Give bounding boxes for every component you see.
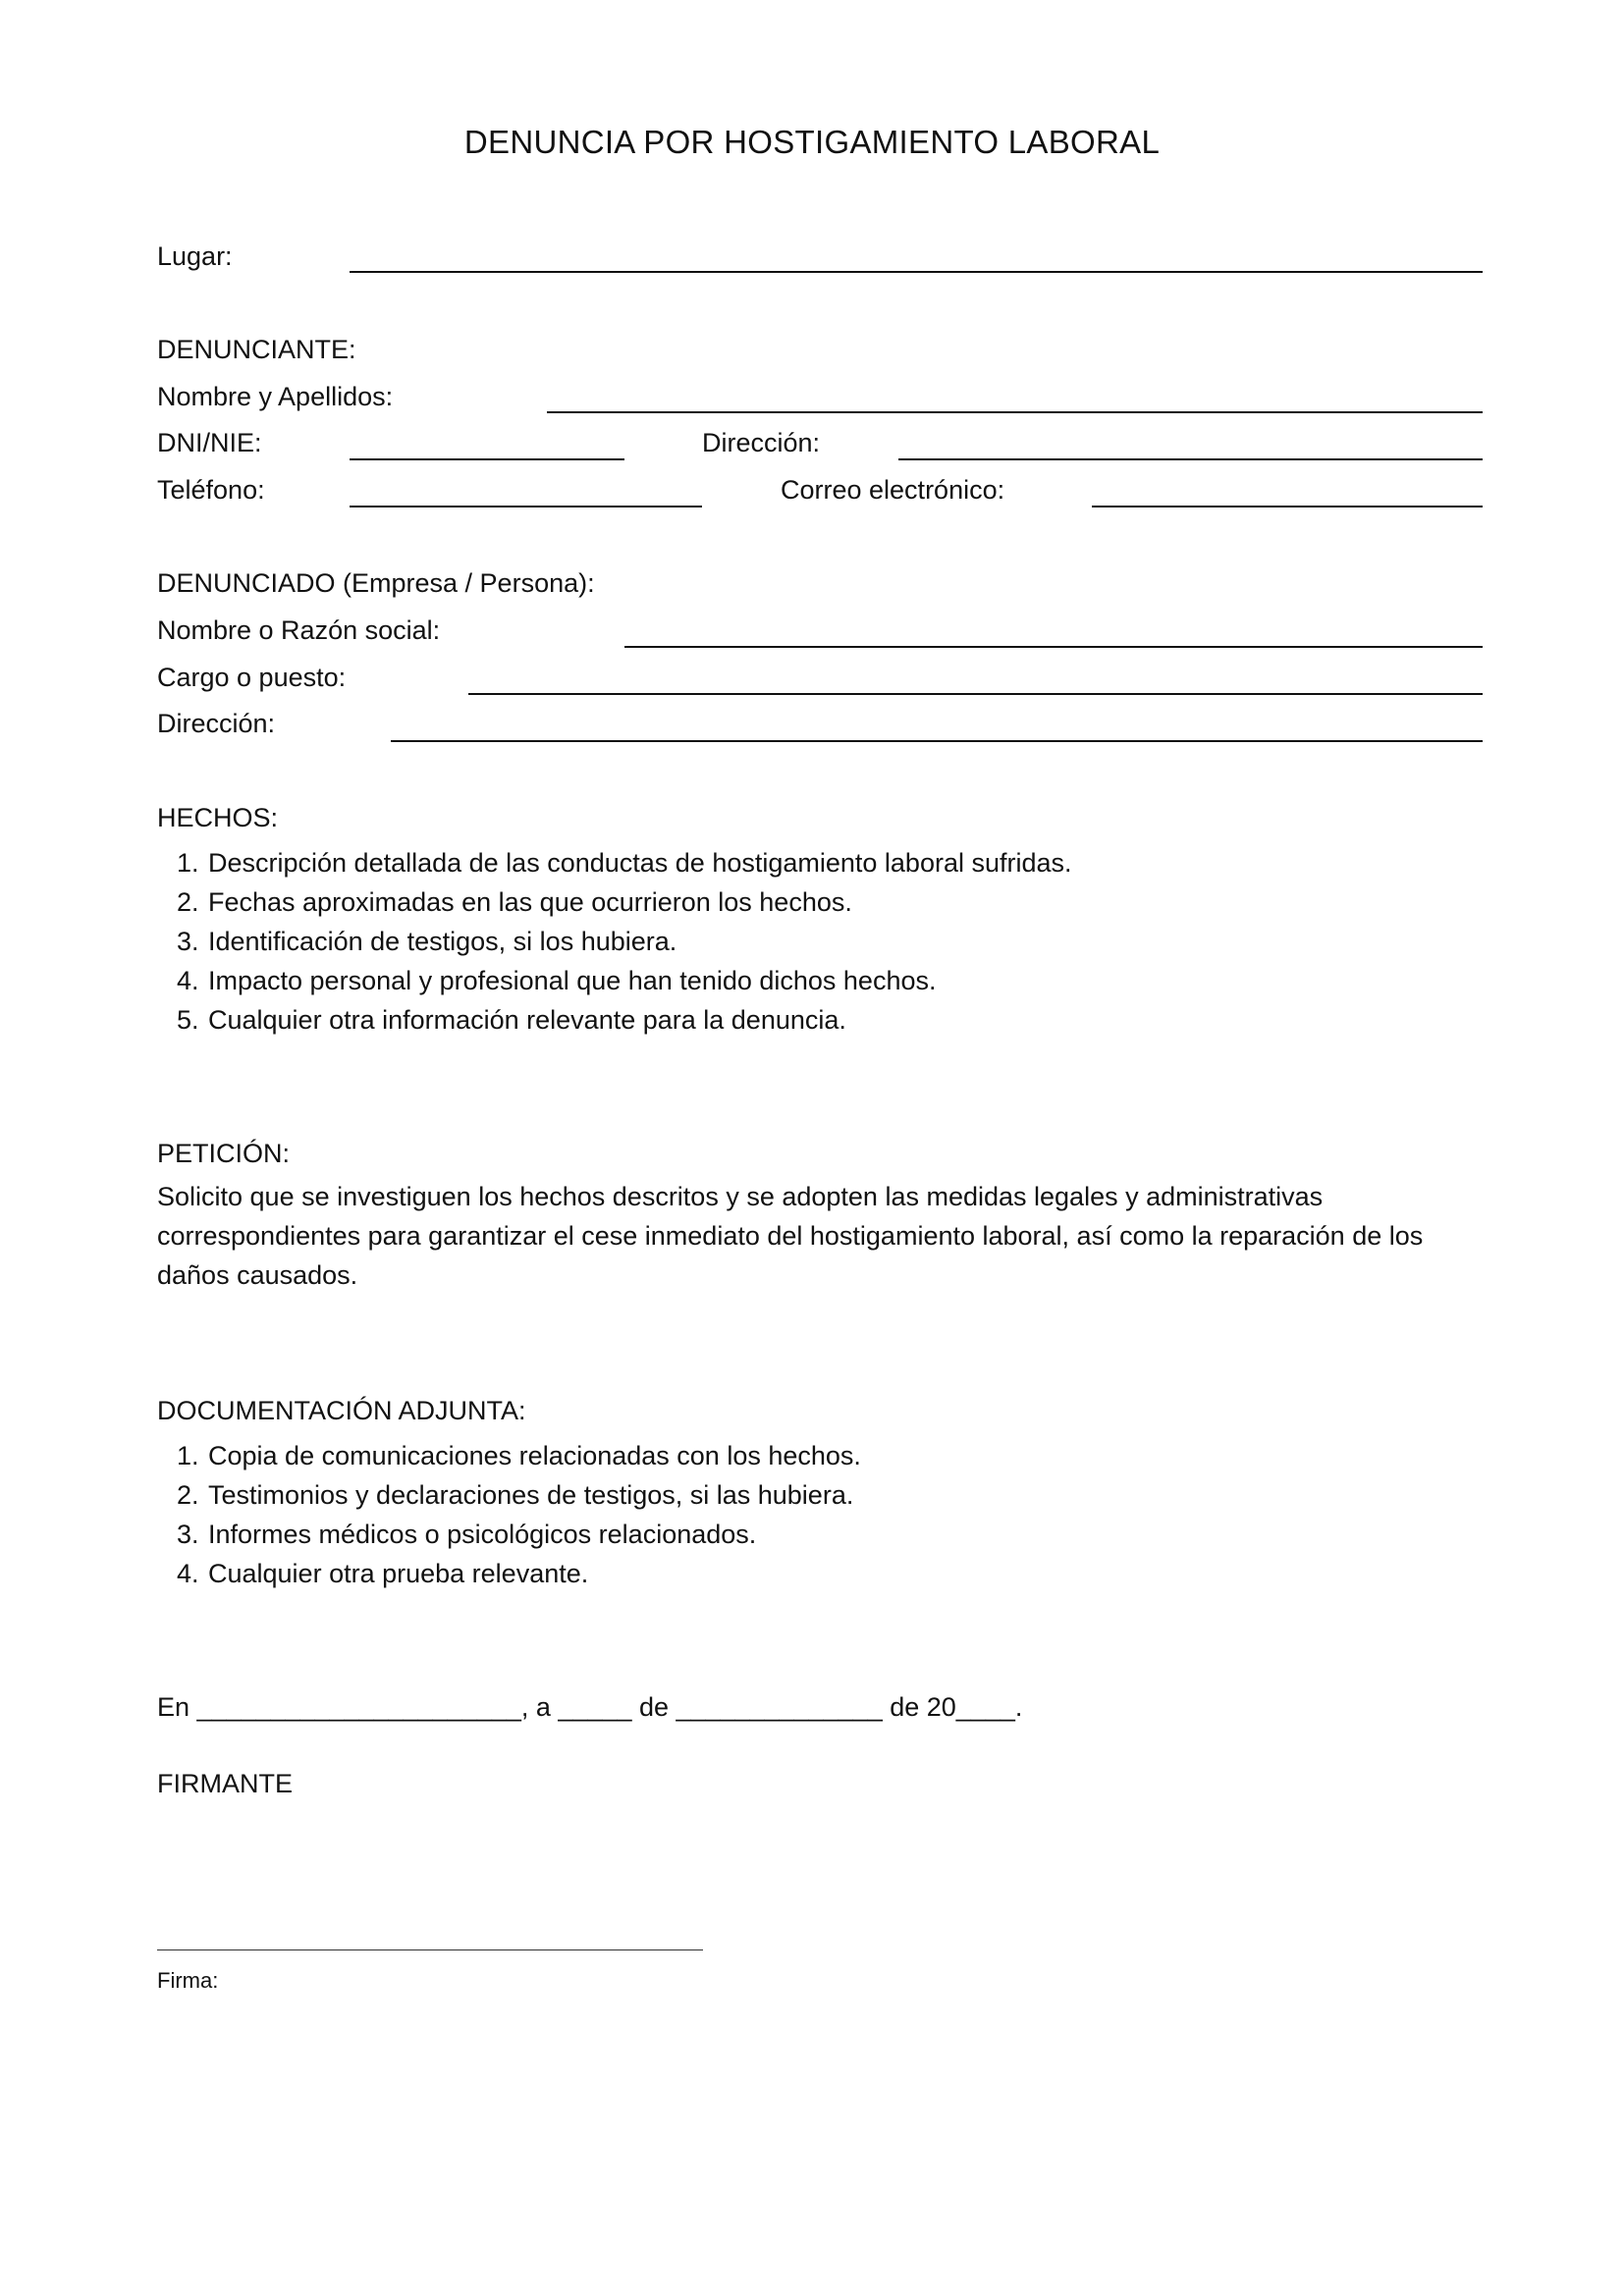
hechos-list-item: 1. Descripción detallada de las conductas de hostigamiento laboral sufridas. (206, 843, 1072, 882)
documentacion-list-item: 4. Cualquier otra prueba relevante. (206, 1554, 861, 1593)
firma-label: Firma: (157, 1968, 219, 1993)
denunciado-cargo-label: Cargo o puesto: (157, 663, 347, 692)
denunciado-cargo-field-line[interactable] (468, 693, 1483, 695)
denunciado-direccion-label: Dirección: (157, 709, 276, 738)
firmante-heading: FIRMANTE (157, 1769, 293, 1798)
lugar-field-line[interactable] (350, 271, 1483, 273)
denunciante-direccion-label: Dirección: (702, 428, 821, 457)
denunciante-correo-label: Correo electrónico: (781, 475, 1005, 505)
documentacion-list-item: 3. Informes médicos o psicológicos relacionados. (206, 1515, 861, 1554)
denunciado-nombre-label: Nombre o Razón social: (157, 615, 441, 645)
peticion-heading: PETICIÓN: (157, 1139, 291, 1168)
signature-line[interactable] (157, 1949, 703, 1950)
hechos-list-item: 3. Identificación de testigos, si los hubiera. (206, 922, 1072, 961)
lugar-label: Lugar: (157, 241, 233, 271)
denunciante-nombre-label: Nombre y Apellidos: (157, 382, 394, 411)
hechos-list-item: 4. Impacto personal y profesional que han tenido dichos hechos. (206, 961, 1072, 1000)
fecha-lugar-line[interactable]: En ______________________, a _____ de ______________ de 20____. (157, 1692, 1023, 1722)
denunciado-heading: DENUNCIADO (Empresa / Persona): (157, 568, 595, 598)
denunciado-nombre-field-line[interactable] (624, 646, 1483, 648)
documentacion-list-item: 2. Testimonios y declaraciones de testigos, si las hubiera. (206, 1475, 861, 1515)
hechos-heading: HECHOS: (157, 803, 279, 832)
documentacion-heading: DOCUMENTACIÓN ADJUNTA: (157, 1396, 526, 1425)
hechos-list (157, 843, 1072, 1040)
hechos-list-item: 5. Cualquier otra información relevante para la denuncia. (206, 1000, 1072, 1040)
denunciante-telefono-field-line[interactable] (350, 506, 702, 507)
denunciante-dni-label: DNI/NIE: (157, 428, 262, 457)
hechos-list-item: 2. Fechas aproximadas en las que ocurrieron los hechos. (206, 882, 1072, 922)
denunciante-dni-field-line[interactable] (350, 458, 624, 460)
documentacion-list-item: 1. Copia de comunicaciones relacionadas con los hechos. (206, 1436, 861, 1475)
denunciante-correo-field-line[interactable] (1092, 506, 1483, 507)
denunciante-direccion-field-line[interactable] (898, 458, 1483, 460)
denunciante-nombre-field-line[interactable] (547, 411, 1483, 413)
documentacion-list (157, 1436, 861, 1593)
denunciado-direccion-field-line[interactable] (391, 740, 1483, 742)
denunciante-heading: DENUNCIANTE: (157, 335, 356, 364)
document-title: DENUNCIA POR HOSTIGAMIENTO LABORAL (463, 124, 1161, 160)
peticion-text: Solicito que se investiguen los hechos descritos y se adopten las medidas legales y administrativas correspondientes para garantizar el cese inmediato del hostigamiento laboral, así como la reparación de los daños causados. (157, 1182, 1424, 1290)
denunciante-telefono-label: Teléfono: (157, 475, 265, 505)
